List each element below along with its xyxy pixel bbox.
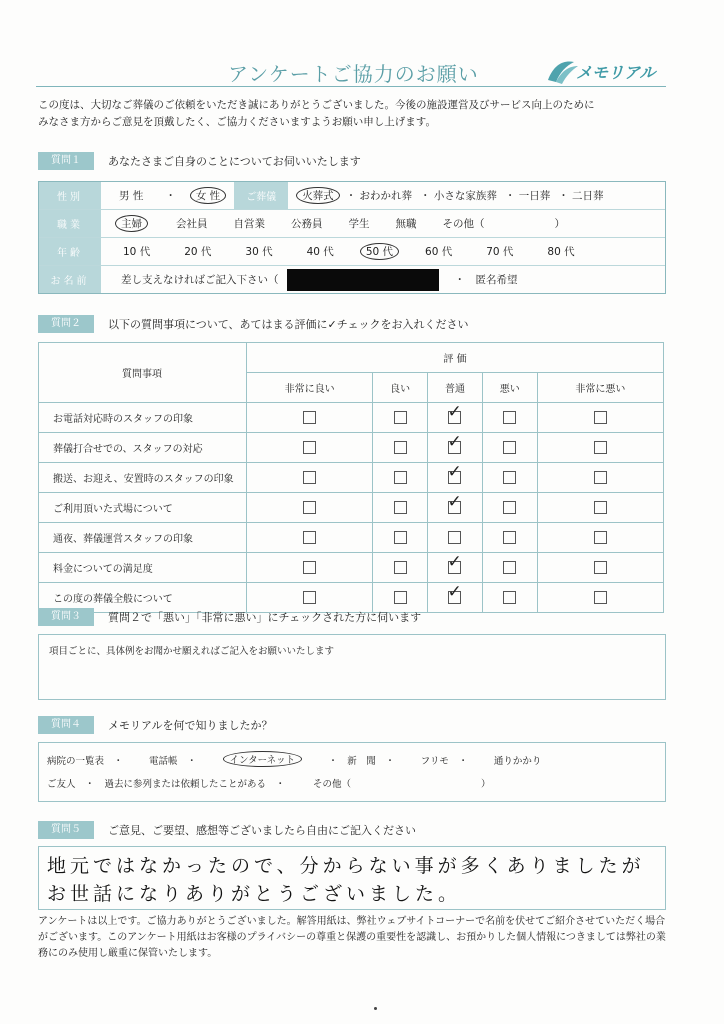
funeral-option-kazokusou[interactable]: ・ 小さな家族葬 xyxy=(420,190,497,202)
q2-tag: 質問２ xyxy=(38,315,94,333)
rating-checkbox[interactable] xyxy=(503,471,516,484)
funeral-option-futsuka[interactable]: ・ 二日葬 xyxy=(558,190,604,202)
rating-checkbox[interactable] xyxy=(447,432,462,454)
rating-cell xyxy=(428,463,483,493)
rating-cell xyxy=(482,433,537,463)
title-divider xyxy=(36,86,666,87)
rating-checkbox[interactable] xyxy=(594,591,607,604)
rating-cell xyxy=(482,523,537,553)
rating-scale-header: 良い xyxy=(373,373,428,403)
rating-cell xyxy=(482,403,537,433)
rating-cell xyxy=(537,403,663,433)
q4-option-newspaper[interactable]: ・ 新 聞 ・ xyxy=(328,756,395,767)
rating-checkbox[interactable] xyxy=(303,471,316,484)
gender-label: 性別 xyxy=(39,182,101,209)
job-option-other-close: ） xyxy=(554,218,565,230)
rating-checkbox[interactable] xyxy=(503,501,516,514)
q4-option-friend[interactable]: ご友人 ・ xyxy=(47,779,95,790)
rating-cell xyxy=(428,523,483,553)
q4-tag: 質問４ xyxy=(38,716,94,734)
rating-checkbox[interactable] xyxy=(447,552,462,574)
rating-scale-header: 非常に悪い xyxy=(537,373,663,403)
q1-header xyxy=(38,152,361,170)
rating-row-label: お電話対応時のスタッフの印象 xyxy=(39,403,247,433)
rating-cell xyxy=(428,553,483,583)
rating-cell xyxy=(373,523,428,553)
rating-row-label: 葬儀打合せでの、スタッフの対応 xyxy=(39,433,247,463)
rating-col-item: 質問事項 xyxy=(39,343,247,403)
rating-cell xyxy=(373,433,428,463)
q4-option-phonebook[interactable]: 電話帳 ・ xyxy=(149,756,197,767)
q5-title: ご意見、ご要望、感想等ございましたら自由にご記入ください xyxy=(108,824,416,837)
rating-row xyxy=(39,493,664,523)
rating-scale-header: 普通 xyxy=(428,373,483,403)
rating-cell xyxy=(247,463,373,493)
rating-cell xyxy=(373,493,428,523)
q2-title: 以下の質問事項について、あてはまる評価に✓チェックをお入れください xyxy=(108,318,469,331)
footer-note xyxy=(38,914,688,962)
rating-cell xyxy=(247,553,373,583)
rating-cell xyxy=(482,583,537,613)
rating-checkbox[interactable] xyxy=(394,411,407,424)
age-option-70[interactable]: 70 代 xyxy=(486,246,514,258)
age-row xyxy=(39,238,665,266)
job-option-student[interactable]: 学生 xyxy=(348,218,370,230)
rating-checkbox[interactable] xyxy=(447,582,462,604)
age-option-50[interactable]: 50 代 xyxy=(360,243,399,260)
rating-cell xyxy=(247,523,373,553)
job-option-housewife[interactable]: 主婦 xyxy=(115,215,148,232)
age-label: 年齢 xyxy=(39,238,101,265)
rating-cell xyxy=(482,463,537,493)
rating-row-label: 料金についての満足度 xyxy=(39,553,247,583)
rating-cell xyxy=(537,493,663,523)
rating-checkbox[interactable] xyxy=(447,402,462,424)
rating-checkbox[interactable] xyxy=(303,531,316,544)
rating-scale-header: 非常に良い xyxy=(247,373,373,403)
check-mark-icon: ✓ xyxy=(447,432,462,452)
page-title: アンケートご協力のお願い xyxy=(228,62,479,86)
name-row xyxy=(39,266,665,293)
q5-handwriting-line-1: 地元ではなかったので、分からない事が多くありましたが xyxy=(47,855,645,877)
rating-checkbox[interactable] xyxy=(394,501,407,514)
job-option-other[interactable]: その他（ xyxy=(442,218,485,230)
rating-row xyxy=(39,523,664,553)
rating-checkbox[interactable] xyxy=(394,561,407,574)
check-mark-icon: ✓ xyxy=(447,552,462,572)
job-option-employee[interactable]: 会社員 xyxy=(176,218,208,230)
rating-checkbox[interactable] xyxy=(303,501,316,514)
q4-header xyxy=(38,716,273,734)
q3-tag: 質問３ xyxy=(38,608,94,626)
rating-cell xyxy=(428,493,483,523)
name-prompt: 差し支えなければご記入下さい（ xyxy=(121,274,279,286)
rating-checkbox[interactable] xyxy=(394,441,407,454)
rating-checkbox[interactable] xyxy=(594,411,607,424)
age-option-40[interactable]: 40 代 xyxy=(306,246,334,258)
rating-checkbox[interactable] xyxy=(594,501,607,514)
rating-checkbox[interactable] xyxy=(503,441,516,454)
rating-row-label: この度の葬儀全般について xyxy=(39,583,247,613)
age-option-30[interactable]: 30 代 xyxy=(245,246,273,258)
q5-answer-box[interactable] xyxy=(38,846,666,910)
rating-row-label: 搬送、お迎え、安置時のスタッフの印象 xyxy=(39,463,247,493)
rating-checkbox[interactable] xyxy=(447,492,462,514)
rating-checkbox[interactable] xyxy=(503,531,516,544)
rating-cell xyxy=(373,553,428,583)
rating-cell xyxy=(482,553,537,583)
rating-cell xyxy=(247,433,373,463)
rating-cell xyxy=(373,463,428,493)
name-redaction xyxy=(287,269,439,291)
intro-line: この度は、大切なご葬儀のご依頼をいただき誠にありがとうございました。今後の施設運営及びサービス向上のために xyxy=(38,99,595,111)
q2-header xyxy=(38,315,468,333)
q4-option-passing[interactable]: 通りかかり xyxy=(493,756,542,767)
q4-option-past-attendance[interactable]: 過去に参列または依頼したことがある ・ xyxy=(104,779,286,790)
job-option-unemployed[interactable]: 無職 xyxy=(395,218,417,230)
rating-checkbox[interactable] xyxy=(303,441,316,454)
q3-header xyxy=(38,608,421,626)
rating-checkbox[interactable] xyxy=(447,462,462,484)
rating-cell xyxy=(537,433,663,463)
rating-row xyxy=(39,463,664,493)
rating-checkbox[interactable] xyxy=(303,561,316,574)
check-mark-icon: ✓ xyxy=(447,582,462,602)
rating-cell xyxy=(428,433,483,463)
job-option-selfemployed[interactable]: 自営業 xyxy=(233,218,265,230)
rating-checkbox[interactable] xyxy=(303,591,316,604)
rating-checkbox[interactable] xyxy=(503,561,516,574)
rating-cell xyxy=(482,493,537,523)
rating-checkbox[interactable] xyxy=(503,591,516,604)
q1-tag: 質問１ xyxy=(38,152,94,170)
rating-row xyxy=(39,433,664,463)
job-row xyxy=(39,210,665,238)
age-option-10[interactable]: 10 代 xyxy=(123,246,151,258)
gender-option-female[interactable]: 女 性 xyxy=(190,187,226,204)
job-label: 職業 xyxy=(39,210,101,237)
profile-table xyxy=(38,181,666,294)
rating-checkbox[interactable] xyxy=(594,531,607,544)
rating-checkbox[interactable] xyxy=(394,591,407,604)
q3-answer-box[interactable] xyxy=(38,634,666,700)
funeral-option-owakare[interactable]: ・ おわかれ葬 xyxy=(345,190,413,202)
rating-cell xyxy=(247,493,373,523)
check-mark-icon: ✓ xyxy=(447,462,462,482)
q4-option-hospital[interactable]: 病院の一覧表 ・ xyxy=(47,756,124,767)
check-mark-icon: ✓ xyxy=(447,402,462,422)
rating-cell xyxy=(537,553,663,583)
intro-text xyxy=(38,97,688,131)
gender-sep: ・ xyxy=(165,190,176,202)
age-option-80[interactable]: 80 代 xyxy=(547,246,575,258)
q5-header xyxy=(38,821,416,839)
job-option-civilservant[interactable]: 公務員 xyxy=(291,218,323,230)
rating-header-row xyxy=(39,343,664,373)
rating-cell xyxy=(373,403,428,433)
rating-checkbox[interactable] xyxy=(394,531,407,544)
q5-handwriting-line-2: お世話になりありがとうございました。 xyxy=(47,883,462,905)
rating-col-eval: 評 価 xyxy=(247,343,664,373)
rating-checkbox[interactable] xyxy=(594,561,607,574)
rating-row-label: ご利用頂いた式場について xyxy=(39,493,247,523)
footer-line: アンケートは以上です。ご協力ありがとうございました。解答用紙は、弊社ウェブサイトコーナーで名前を伏せてご紹介させていただく場合 xyxy=(38,916,666,927)
q4-line-1 xyxy=(47,753,567,767)
age-option-60[interactable]: 60 代 xyxy=(425,246,453,258)
rating-checkbox[interactable] xyxy=(594,471,607,484)
rating-row xyxy=(39,553,664,583)
q4-line-2 xyxy=(47,776,517,790)
rating-scale-header: 悪い xyxy=(482,373,537,403)
check-mark-icon: ✓ xyxy=(447,492,462,512)
logo-text: メモリアル xyxy=(576,63,656,82)
q4-title: メモリアルを何で知りましたか？ xyxy=(108,719,273,732)
rating-cell xyxy=(537,583,663,613)
rating-checkbox[interactable] xyxy=(503,411,516,424)
q4-option-furimo[interactable]: フリモ ・ xyxy=(420,756,468,767)
rating-cell xyxy=(537,523,663,553)
q4-option-other[interactable]: その他（ xyxy=(313,779,352,790)
rating-cell xyxy=(537,463,663,493)
footer-line: 務にのみ使用し厳重に保管いたします。 xyxy=(38,948,218,959)
q5-tag: 質問５ xyxy=(38,821,94,839)
intro-line: みなさま方からご意見を頂戴したく、ご協力くださいますようお願い申し上げます。 xyxy=(38,116,436,128)
rating-row-label: 通夜、葬儀運営スタッフの印象 xyxy=(39,523,247,553)
q1-title: あなたさまご自身のことについてお伺いいたします xyxy=(108,155,361,168)
q3-prompt: 項目ごとに、具体例をお聞かせ願えればご記入をお願いいたします xyxy=(49,646,335,657)
q3-title: 質問２で「悪い」「非常に悪い」にチェックされた方に伺います xyxy=(108,611,422,624)
funeral-option-ichinichi[interactable]: ・ 一日葬 xyxy=(504,190,551,202)
gender-option-male[interactable]: 男 性 xyxy=(119,190,144,202)
age-option-20[interactable]: 20 代 xyxy=(184,246,212,258)
rating-table xyxy=(38,342,664,613)
rating-checkbox[interactable] xyxy=(594,441,607,454)
rating-checkbox[interactable] xyxy=(303,411,316,424)
rating-checkbox[interactable] xyxy=(448,531,461,544)
q4-options-box xyxy=(38,742,666,802)
q4-option-other-close: ） xyxy=(481,779,491,790)
footer-line: がございます。このアンケート用紙はお客様のプライバシーの尊重と保護の重要性を認識し、お預かりした個人情報につきましては弊社の業 xyxy=(38,932,666,943)
rating-cell xyxy=(428,583,483,613)
funeral-option-kasoushiki[interactable]: 火葬式 xyxy=(296,187,340,204)
name-label: お名前 xyxy=(39,266,101,293)
gender-row xyxy=(39,182,665,210)
rating-row xyxy=(39,403,664,433)
q4-option-internet[interactable]: インターネット xyxy=(223,751,303,767)
name-anonymous-option[interactable]: ・ 匿名希望 xyxy=(454,274,518,286)
rating-checkbox[interactable] xyxy=(394,471,407,484)
scan-speck xyxy=(374,1007,377,1010)
rating-cell xyxy=(247,403,373,433)
funeral-label: ご葬儀 xyxy=(234,182,288,209)
rating-cell xyxy=(428,403,483,433)
